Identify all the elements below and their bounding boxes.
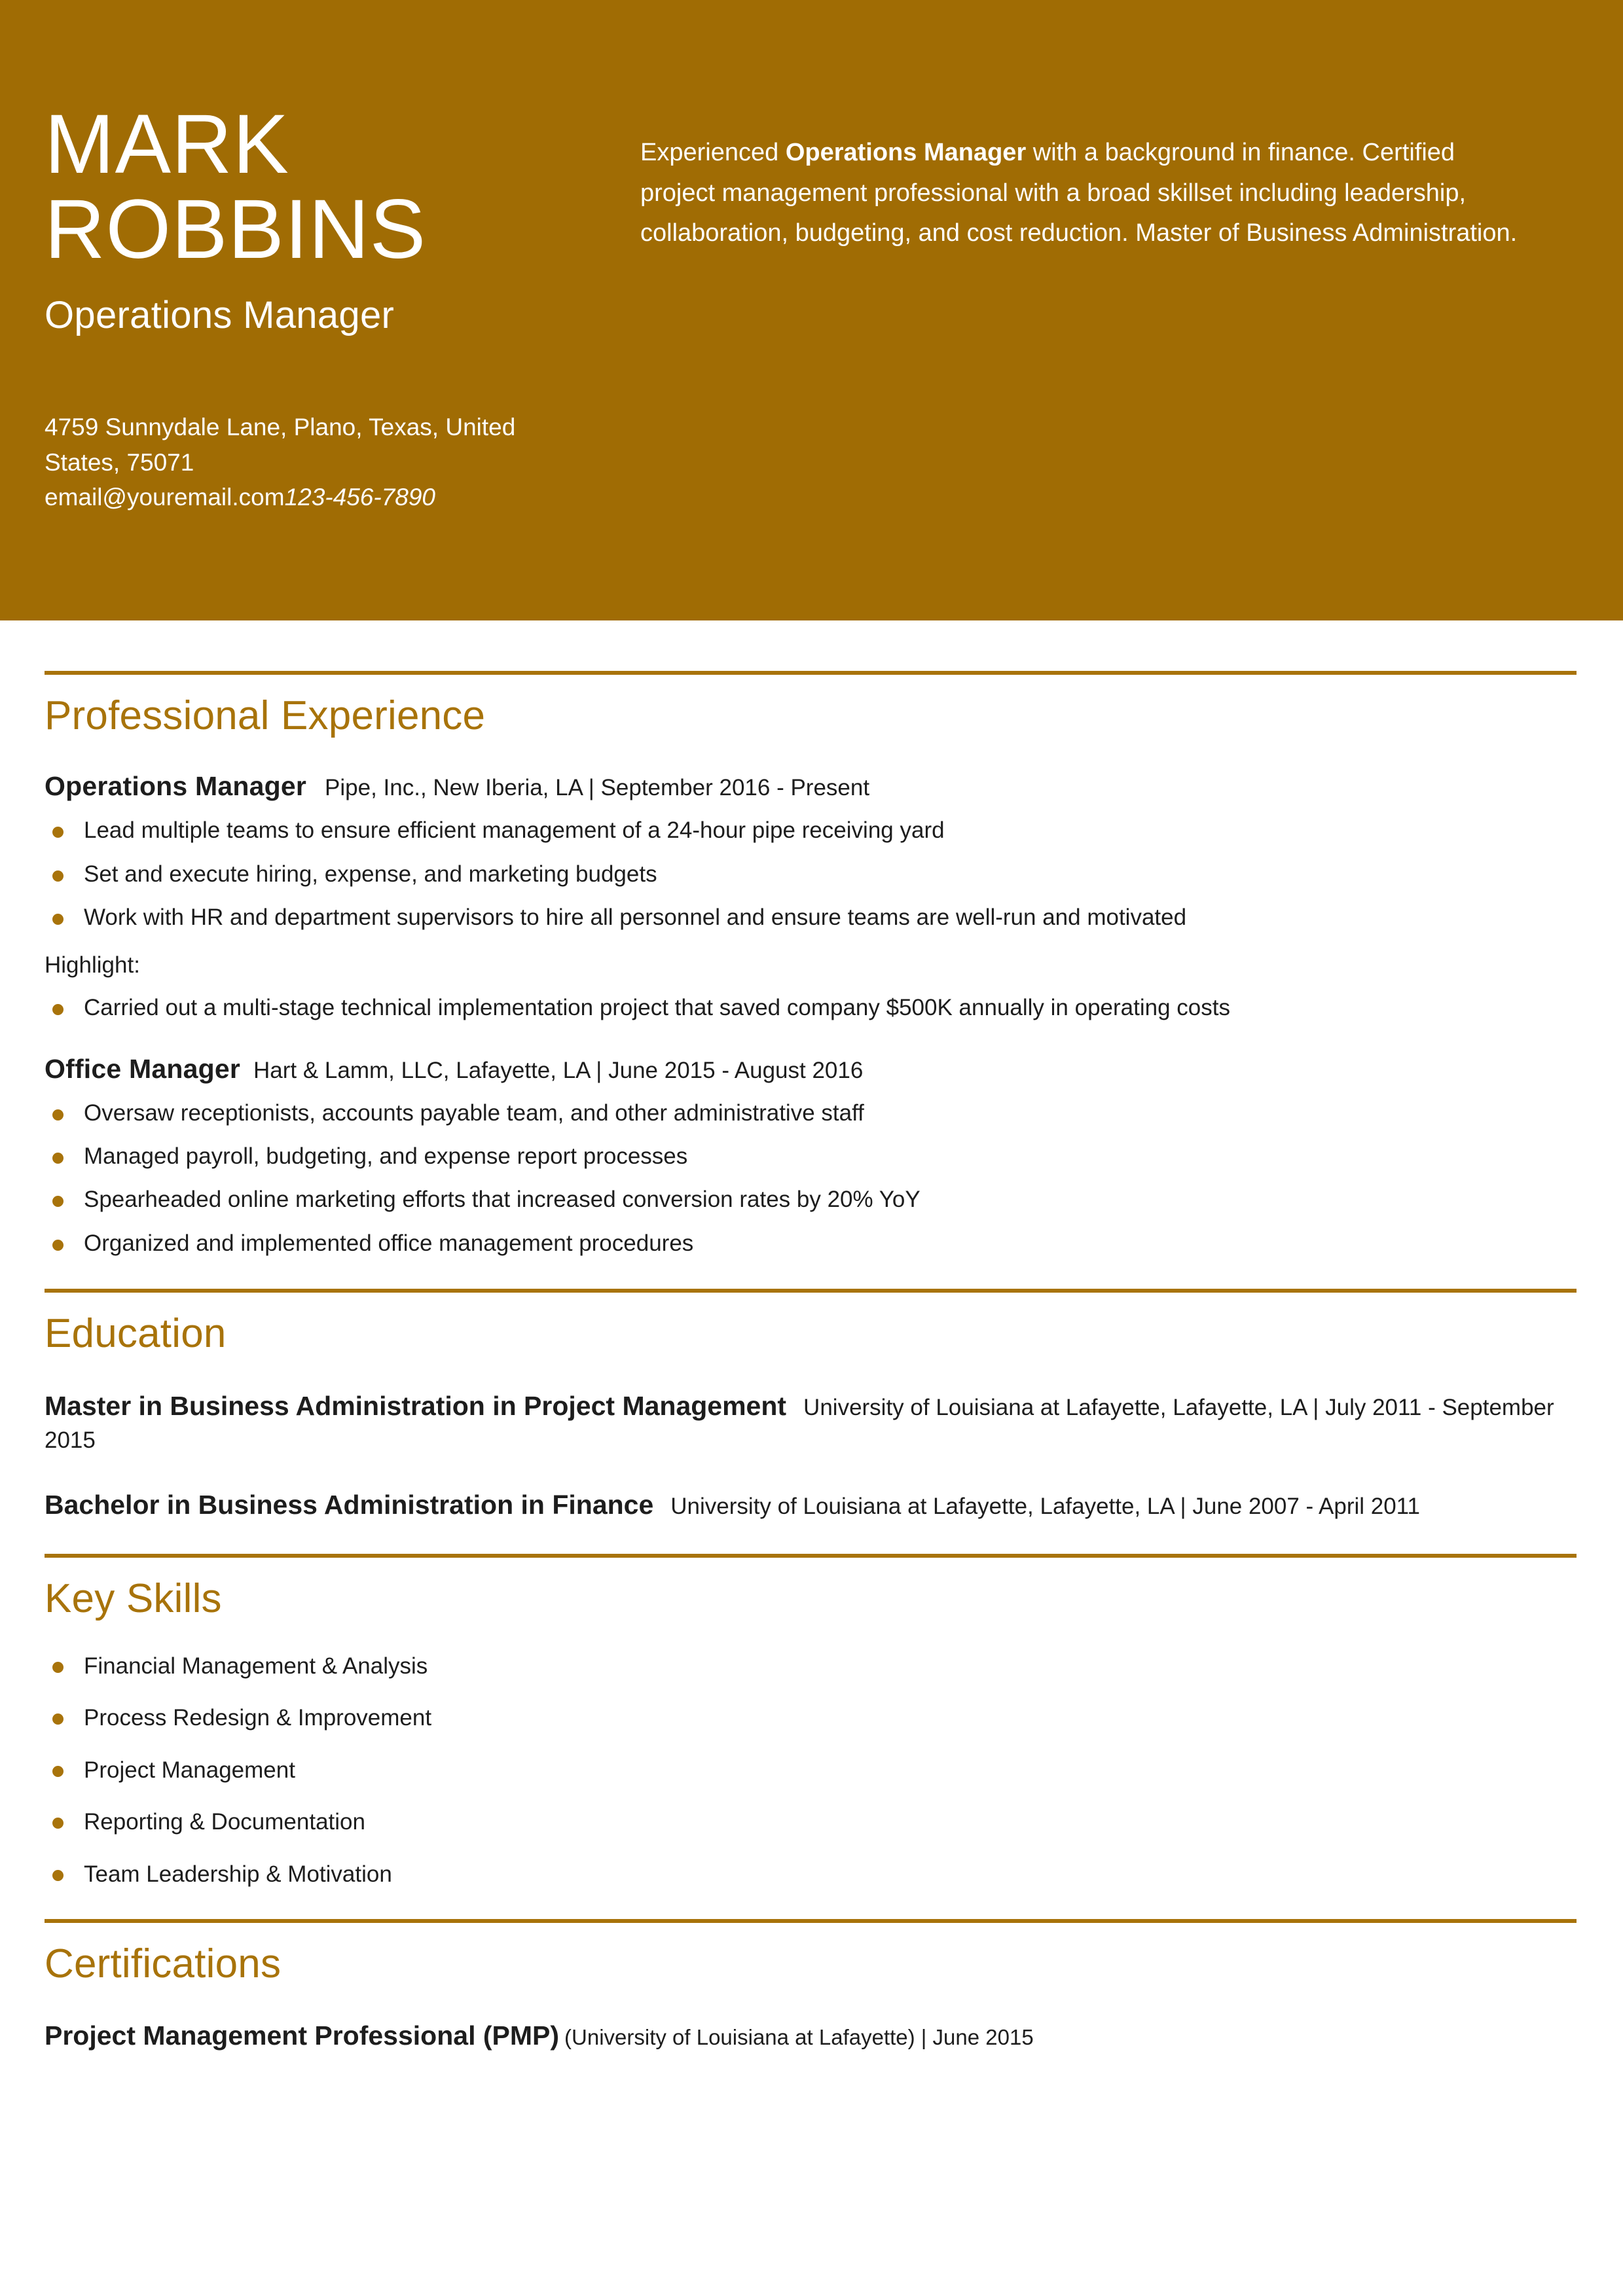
summary-text-before: Experienced <box>640 139 786 166</box>
summary-text-after: with a background in finance. Certified project management professional with a broad skillset including leadership, collaboration, budgeting, and cost reduction. Master of Business Administration. <box>640 139 1518 247</box>
header-identity-column <box>45 0 634 515</box>
certification-issuer-date: (University of Louisiana at Lafayette) | June 2015 <box>564 2025 1034 2050</box>
section-divider-rule <box>45 671 1577 675</box>
education-entry <box>45 1486 1577 1524</box>
section-key-skills <box>45 1554 1577 1890</box>
list-item: Financial Management & Analysis <box>45 1651 1577 1681</box>
section-divider-rule <box>45 1554 1577 1558</box>
header-layout <box>0 0 1623 515</box>
section-divider-rule <box>45 1919 1577 1923</box>
education-degree: Bachelor in Business Administration in Finance <box>45 1489 654 1520</box>
certification-entry <box>45 2018 1577 2054</box>
contact-block <box>45 410 542 515</box>
header-job-title: Operations Manager <box>45 294 395 337</box>
summary-emphasis: Operations Manager <box>785 139 1027 166</box>
experience-company-dates: Pipe, Inc., New Iberia, LA | September 2016 - Present <box>325 775 870 801</box>
skills-list <box>45 1651 1577 1890</box>
certification-name: Project Management Professional (PMP) <box>45 2020 560 2051</box>
header-summary-column <box>634 0 1525 279</box>
list-item: Managed payroll, budgeting, and expense report processes <box>45 1141 1577 1172</box>
section-certifications <box>45 1919 1577 2054</box>
list-item: Project Management <box>45 1755 1577 1785</box>
list-item: Reporting & Documentation <box>45 1807 1577 1837</box>
list-item: Spearheaded online marketing efforts that increased conversion rates by 20% YoY <box>45 1184 1577 1215</box>
contact-phone[interactable]: 123-456-7890 <box>284 484 435 511</box>
list-item: Set and execute hiring, expense, and marketing budgets <box>45 859 1577 889</box>
list-item: Work with HR and department supervisors to hire all personnel and ensure teams are well-run and motivated <box>45 902 1577 933</box>
section-title-skills: Key Skills <box>45 1575 222 1621</box>
contact-email[interactable]: email@youremail.com <box>45 484 285 511</box>
last-name: ROBBINS <box>45 182 427 276</box>
contact-address-line-1: 4759 Sunnydale Lane, Plano, Texas, United <box>45 413 516 440</box>
contact-email-phone-line <box>45 480 542 515</box>
contact-address-line-2: States, 75071 <box>45 448 194 476</box>
list-item: Process Redesign & Improvement <box>45 1703 1577 1733</box>
education-entry <box>45 1388 1577 1456</box>
experience-bullet-list <box>45 1098 1577 1259</box>
experience-company-dates: Hart & Lamm, LLC, Lafayette, LA | June 2015 - August 2016 <box>253 1057 864 1083</box>
experience-highlight-list <box>45 992 1577 1023</box>
education-degree: Master in Business Administration in Project Management <box>45 1391 787 1422</box>
section-divider-rule <box>45 1289 1577 1293</box>
experience-entry <box>45 1052 1577 1259</box>
section-professional-experience <box>45 671 1577 1259</box>
experience-entry <box>45 770 1577 1024</box>
list-item: Team Leadership & Motivation <box>45 1859 1577 1890</box>
experience-role: Operations Manager <box>45 771 307 802</box>
section-education <box>45 1289 1577 1524</box>
section-title-education: Education <box>45 1310 227 1356</box>
highlight-label: Highlight: <box>45 952 140 978</box>
experience-entry-heading <box>45 1052 1577 1086</box>
list-item: Carried out a multi-stage technical implementation project that saved company $500K annually in operating costs <box>45 992 1577 1023</box>
education-school-dates: University of Louisiana at Lafayette, Lafayette, LA | July 2011 - September 2015 <box>45 1395 1554 1453</box>
list-item: Oversaw receptionists, accounts payable team, and other administrative staff <box>45 1098 1577 1128</box>
resume-header <box>0 0 1623 620</box>
experience-entry-heading <box>45 770 1577 803</box>
resume-body <box>0 671 1623 2054</box>
section-title-experience: Professional Experience <box>45 693 486 738</box>
list-item: Lead multiple teams to ensure efficient management of a 24-hour pipe receiving yard <box>45 815 1577 846</box>
education-school-dates: University of Louisiana at Lafayette, Lafayette, LA | June 2007 - April 2011 <box>670 1493 1421 1519</box>
list-item: Organized and implemented office management procedures <box>45 1228 1577 1259</box>
experience-role: Office Manager <box>45 1053 240 1084</box>
first-name: MARK <box>45 98 289 191</box>
professional-summary <box>640 133 1525 254</box>
section-title-certifications: Certifications <box>45 1941 282 1987</box>
experience-bullet-list <box>45 815 1577 933</box>
